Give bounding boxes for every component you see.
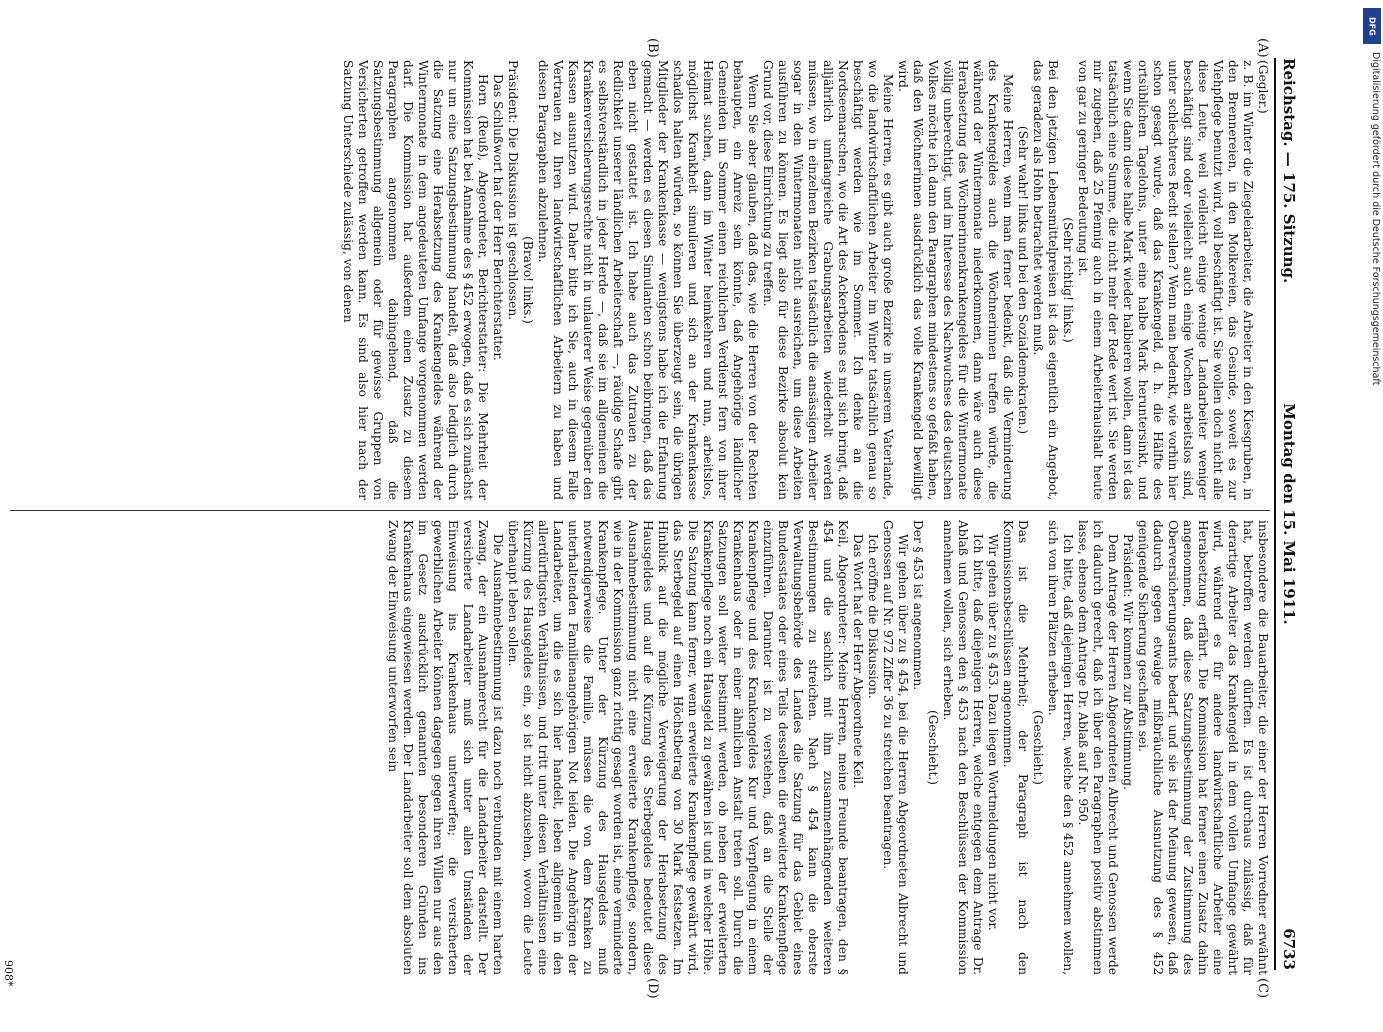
header-rule [1274, 58, 1276, 970]
paragraph: (Geschieht.) [926, 709, 940, 786]
paragraph: Wenn Sie aber glauben, daß das, wie die Herren von der Rechten behaupten, ein Anreiz sein könnte, daß Angehörige ländlicher Gemeinden im Sommer einen reichlichen Verdienst fern von ihrer Heimat suchen, dann im Winter heimkehren und nun, arbeitslos, möglichst Krankheit simulieren und sich an der Krankenkasse schadlos halten würden, so können Sie überzeugt sein, die übrigen Mitglieder der Krankenkasse — wenigstens habe ich die Erfahrung gemacht — werden es diesen Simulanten schon beibringen, daß das eben nicht gestattet ist. Ich habe auch das Zutrauen zu der Redlichkeit unserer ländlichen Arbeiterschaft —, räudige Schafe gibt es selbstverständlich in jeder Herde —, daß sie im allgemeinen die Krankenversicherungsrechte nicht in unlauterer Weise gegenüber den Kassen ausnutzen wird. Daher bitte ich Sie, auch in diesem Falle Vertrauen zu Ihren landwirtschaftlichen Arbeitern zu haben und diesen Paragraphen abzulehnen. [536, 60, 760, 500]
paragraph: Präsident: Wir kommen zur Abstimmung. [1121, 534, 1135, 790]
paragraph: Ich bitte, daß diejenigen Herren, welche entgegen dem Antrage Dr. Ablaß und Genossen den § 453 nach den Beschlüssen der Kommission annehmen wollen, sich erheben. [941, 520, 985, 975]
text-column-left [5, 60, 1270, 500]
paragraph: Horn (Reuß), Abgeordneter, Berichterstatter: Die Mehrheit der Kommission hat bei Annahme des § 452 erwogen, daß es sich zunächst nur um eine Satzungsbestimmung handelt, daß also lediglich durch die Satzung eine Herabsetzung des Krankengeldes während der Wintermonate in dem angedeuteten Umfange vorgenommen werden darf. Die Kommission hat außerdem einen Zusatz zu diesem Paragraphen angenommen dahingehend, daß die Satzungsbestimmung allgemein oder für gewisse Gruppen von Versicherten getroffen werden kann. Es sind also hier nach der Satzung Unterschiede zulässig, von denen [341, 60, 490, 500]
header-date: Montag den 15. Mai 1911. [1280, 403, 1298, 625]
margin-mark-a: (A) [1255, 38, 1270, 58]
paragraph: (Sehr richtig! links.) [1061, 217, 1075, 343]
paragraph: (Gegler.) [1256, 60, 1270, 114]
paragraph: Präsident: Die Diskussion ist geschlossen. [506, 60, 520, 321]
paragraph: (Geschieht.) [1031, 709, 1045, 786]
digitization-note: Digitalisierung gefördert durch die Deutsche Forschungsgemeinschaft [1370, 52, 1381, 386]
text-column-right [5, 520, 1270, 975]
paragraph: Dem Antrage der Herren Abgeordneten Albrecht und Genossen werde ich dadurch gerecht, daß ich über den Paragraphen positiv abstimmen lasse, ebenso dem Antrage Dr. Ablaß auf Nr. 950. [1076, 520, 1120, 975]
paragraph: (Sehr wahr! links und bei den Sozialdemokraten.) [1016, 125, 1030, 435]
paragraph: Ich eröffne die Diskussion. [866, 534, 880, 699]
margin-mark-b: (B) [645, 38, 660, 58]
header-left: Reichstag. — 175. Sitzung. [1280, 58, 1298, 284]
paragraph: Bei den jetzigen Lebensmittelpreisen ist das eigentlich ein Angebot, das geradezu als Hohn betrachtet werden muß. [1031, 60, 1060, 500]
paragraph: Meine Herren, wenn man ferner bedenkt, daß die Verminderung des Krankengeldes auch die Wöchnerinnen treffen würde, die während der Wintermonate niederkommen, dann wäre auch diese Herabsetzung des Wöchnerinnenkrankengeldes für die Wintermonate völlig unberechtigt, und im Interesse des Nachwuchses des deutschen Volkes möchte ich dann den Paragraphen mindestens so gefaßt haben, daß den Wöchnerinnen ausdrücklich das volle Krankengeld bewilligt wird. [896, 60, 1015, 500]
paragraph: (Bravo! links.) [521, 236, 535, 324]
footnote-number: 908* [2, 960, 15, 987]
paragraph: Meine Herren, es gibt auch große Bezirke in unserem Vaterlande, wo die landwirtschaftlichen Arbeiter im Winter tatsächlich genau so beschäftigt werden wie im Sommer. Ich denke an die Nordseemarschen, wo die Art des Ackerbodens es mit sich bringt, daß alljährlich umfangreiche Grabungsarbeiten wiederholt werden müssen, wo in einzelnen Bezirken tatsächlich die ansässigen Arbeiter sogar in den Wintermonaten nicht ausreichen, um diese Arbeiten ausführen zu können. Es liegt also für diese Bezirke absolut kein Grund vor, diese Einrichtung zu treffen. [761, 60, 895, 500]
paragraph: Wir gehen über zu § 453. Dazu liegen Wortmeldungen nicht vor. [986, 534, 1000, 931]
paragraph: Das ist die Mehrheit; der Paragraph ist nach den Kommissionsbeschlüssen angenommen. [1001, 520, 1030, 975]
column-divider [10, 510, 1270, 511]
paragraph: Ich bitte, daß diejenigen Herren, welche den § 452 annehmen wollen, sich von ihren Plätzen erheben. [1046, 520, 1075, 975]
dfg-logo: DFG [1363, 8, 1381, 44]
paragraph: Wir gehen über zu § 454, bei die Herren Abgeordneten Albrecht und Genossen auf Nr. 972 Ziffer 36 zu streichen beantragen. [881, 520, 910, 975]
paragraph: Die Ausnahmebestimmung ist dazu noch verbunden mit einem harten Zwang, der ein Ausnahmerecht für die Landarbeiter darstellt. Der versicherte Landarbeiter muß sich unter allen Umständen der Einweisung ins Krankenhaus unterwerfen; die versicherten gewerblichen Arbeiter können dagegen gegen ihren Willen nur aus den im Gesetz ausdrücklich genannten besonderen Gründen ins Krankenhaus eingewiesen werden. Der Landarbeiter soll dem absoluten Zwang der Einweisung unterworfen sein [386, 520, 505, 975]
margin-mark-c: (C) [1255, 978, 1270, 999]
paragraph: Keil, Abgeordneter: Meine Herren, meine Freunde beantragen, den § 454 und die sachlich mit ihm zusammenhängenden weiteren Bestimmungen zu streichen. Nach § 454 kann die oberste Verwaltungsbehörde des Landes die Satzung für das Gebiet eines Bundesstaates oder eines Teils desselben die erweiterte Krankenpflege einzuführen. Darunter ist zu verstehen, daß an die Stelle der Krankenpflege und des Krankengeldes Kur und Verpflegung in einem Krankenhaus oder in einer ähnlichen Anstalt treten soll. Durch die Satzungen soll weiter bestimmt werden, ob neben der erweiterten Krankenpflege noch ein Hausgeld zu gewähren ist und in welcher Höhe. Die Satzung kann ferner, wenn erweiterte Krankenpflege gewährt wird, das Sterbegeld auf einen Höchstbetrag von 30 Mark festsetzen. Im Hinblick auf die mögliche Verweigerung der Herabsetzung des Hausgeldes und auf die Kürzung des Sterbegeldes bedeutet diese Ausnahmebestimmung nicht eine erweiterte Krankenpflege, sondern, wie in der Kommission ganz richtig gesagt worden ist, eine verminderte Krankenpflege. Unter der Kürzung des Hausgeldes muß notwendigerweise die Familie, müssen die von dem Kranken zu unterhaltenden Familienangehörigen Not leiden. Die Angehörigen der Landarbeiter, um die es sich hier handelt, leben allgemein in den allerdürftigsten Verhältnissen, und tritt unter diesen Verhältnissen eine Kürzung des Hausgeldes ein, so ist nicht abzusehen, wovon die Leute überhaupt leben sollen. [506, 520, 850, 975]
paragraph: insbesondere die Bauarbeiter, die einer der Herren Vorredner erwähnt hat, betroffen werden dürften. Es ist durchaus zulässig, daß für derartige Arbeiter das Krankengeld in dem vollen Umfange gewährt wird, während es für andere landwirtschaftliche Arbeiter eine Herabsetzung erfährt. Die Kommission hat ferner einen Zusatz dahin angenommen, daß diese Satzungsbestimmung der Zustimmung des Oberversicherungsamts bedarf, und sie ist der Meinung gewesen, daß dadurch gegen etwaige mißbräuchliche Ausnutzung des § 452 genügende Sicherung geschaffen sei. [1136, 520, 1270, 975]
paragraph: z. B. im Winter die Ziegeleiarbeiter, die Arbeiter in den Kiesgruben, in den Brennereien, in den Molkereien, das Gesinde, soweit es zur Viehpflege benutzt wird, voll beschäftigt ist. Sie wollen doch nicht alle diese Leute, weil vielleicht einige wenige Landarbeiter weniger beschäftigt sind oder vielleicht auch einige Wochen arbeitslos sind, unter schlechteres Recht stellen? Wenn man bedenkt, wie vorhin hier schon gesagt wurde, daß das Krankengeld, d. h. die Hälfte des ortsüblichen Tagelohns, unter eine halbe Mark heruntersinkt, und wenn Sie dann diese halbe Mark wieder halbieren wollen, dann ist das tatsächlich eine Summe, die nicht mehr der Rede wert ist. Sie werden mir zugeben, daß 25 Pfennig auch in einem Arbeiterhaushalt heute von gar zu geringer Bedeutung ist. [1076, 60, 1255, 500]
margin-mark-d: (D) [645, 978, 660, 999]
paragraph: Das Wort hat der Herr Abgeordnete Keil. [851, 534, 865, 789]
paragraph: Der § 453 ist angenommen. [911, 520, 925, 691]
header-page-number: 6733 [1280, 928, 1298, 970]
paragraph: Das Schlußwort hat der Herr Berichterstatter. [491, 74, 505, 361]
page-header [1274, 58, 1298, 970]
